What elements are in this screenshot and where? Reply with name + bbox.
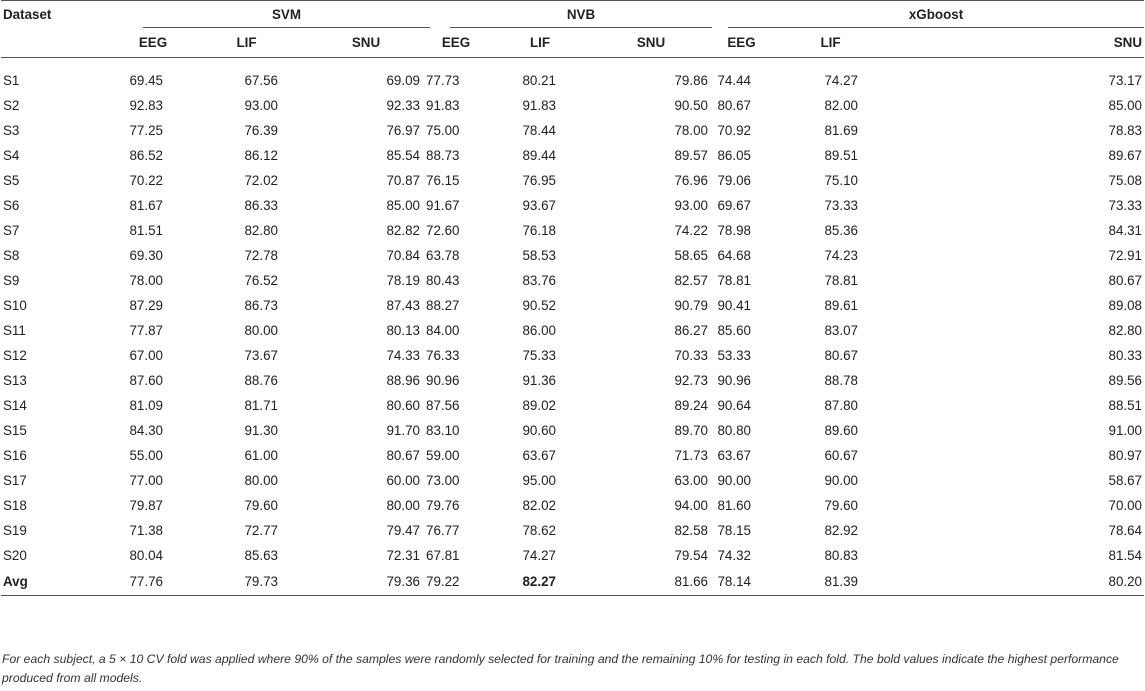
value-cell: 78.81: [824, 273, 858, 288]
table-row: [1, 218, 1144, 243]
value-cell: 69.09: [386, 73, 420, 88]
row-label: S20: [3, 548, 27, 563]
value-cell: 85.00: [386, 198, 420, 213]
value-cell: 78.83: [1108, 123, 1143, 138]
table-row: [1, 443, 1144, 468]
value-cell: 88.78: [824, 373, 858, 388]
value-cell: 93.00: [244, 98, 278, 113]
value-cell: 91.83: [522, 98, 556, 113]
value-cell: 89.60: [824, 423, 858, 438]
value-cell: 76.52: [244, 273, 278, 288]
value-cell: 70.84: [386, 248, 420, 263]
value-cell: 90.00: [717, 473, 751, 488]
table-row: [1, 143, 1144, 168]
value-cell: 74.32: [717, 548, 751, 563]
svm-eeg-header: EEG: [119, 31, 187, 58]
value-cell: 78.62: [522, 523, 556, 538]
row-label: S7: [3, 223, 20, 238]
value-cell: 81.51: [129, 223, 163, 238]
row-label: S4: [3, 148, 20, 163]
value-cell: 76.95: [522, 173, 556, 188]
value-cell: 79.76: [426, 498, 460, 513]
value-cell: 77.00: [129, 473, 163, 488]
value-cell: 87.29: [129, 298, 163, 313]
value-cell: 91.83: [426, 98, 460, 113]
value-cell: 80.43: [426, 273, 460, 288]
value-cell: 78.81: [717, 273, 751, 288]
row-label: S14: [3, 398, 27, 413]
table-footnote: For each subject, a 5 × 10 CV fold was applied where 90% of the samples were randomly selected for training and the remaining 10% for testing in each fold. The bold values indicate the highest performance produced from all models.: [2, 652, 1119, 685]
value-cell: 73.67: [244, 348, 278, 363]
value-cell: 93.00: [674, 198, 708, 213]
group-header-xgboost: xGboost: [708, 1, 1144, 32]
value-cell: 89.56: [1108, 373, 1143, 388]
value-cell: 80.67: [1108, 273, 1143, 288]
value-cell: 86.00: [522, 323, 556, 338]
value-cell: 73.17: [1108, 73, 1143, 88]
value-cell: 90.41: [717, 298, 751, 313]
value-cell: 74.33: [386, 348, 420, 363]
value-cell: 89.67: [1108, 148, 1143, 163]
value-cell: 78.15: [717, 523, 751, 538]
value-cell: 85.63: [244, 548, 278, 563]
table-row: [1, 118, 1144, 143]
value-cell: 91.36: [522, 373, 556, 388]
value-cell: 79.47: [386, 523, 420, 538]
nvb-eeg-header: EEG: [426, 31, 486, 58]
row-label: S1: [3, 73, 20, 88]
value-cell: 63.67: [522, 448, 556, 463]
value-cell: 72.02: [244, 173, 278, 188]
value-cell: 85.60: [717, 323, 751, 338]
value-cell: 74.23: [824, 248, 858, 263]
value-cell: 81.60: [717, 498, 751, 513]
value-cell: 75.10: [824, 173, 858, 188]
value-cell: 89.02: [522, 398, 556, 413]
value-cell: 93.67: [522, 198, 556, 213]
value-cell: 58.65: [674, 248, 708, 263]
value-cell: 76.97: [386, 123, 420, 138]
value-cell: 82.27: [486, 568, 594, 596]
group-header-row: [1, 1, 1144, 32]
value-cell: 92.33: [386, 98, 420, 113]
value-cell: 72.91: [1108, 248, 1143, 263]
value-cell: 74.44: [717, 73, 751, 88]
value-cell: 88.96: [386, 373, 420, 388]
value-cell: 79.06: [717, 173, 751, 188]
value-cell: 89.61: [824, 298, 858, 313]
value-cell: 78.00: [674, 123, 708, 138]
value-cell: 83.10: [426, 423, 460, 438]
value-cell: 90.60: [522, 423, 556, 438]
xgboost-eeg-header: EEG: [708, 31, 775, 58]
value-cell: 80.80: [717, 423, 751, 438]
xgboost-snu-header: SNU: [886, 31, 1144, 58]
value-cell: 85.00: [1108, 98, 1143, 113]
value-cell: 79.86: [674, 73, 708, 88]
value-cell: 80.00: [244, 323, 278, 338]
sub-header-row: [1, 31, 1144, 58]
nvb-snu-header: SNU: [594, 31, 708, 58]
average-row: [1, 568, 1144, 596]
value-cell: 60.00: [386, 473, 420, 488]
value-cell: 81.39: [775, 568, 886, 596]
value-cell: 84.30: [129, 423, 163, 438]
table-row: [1, 343, 1144, 368]
value-cell: 89.57: [674, 148, 708, 163]
value-cell: 77.87: [129, 323, 163, 338]
value-cell: 53.33: [717, 348, 751, 363]
value-cell: 69.30: [129, 248, 163, 263]
table-row: [1, 418, 1144, 443]
value-cell: 79.60: [824, 498, 858, 513]
value-cell: 75.08: [1108, 173, 1143, 188]
svm-snu-header: SNU: [306, 31, 426, 58]
table-row: [1, 368, 1144, 393]
row-label: S15: [3, 423, 27, 438]
value-cell: 61.00: [244, 448, 278, 463]
value-cell: 72.31: [386, 548, 420, 563]
value-cell: 87.60: [129, 373, 163, 388]
table-body: [1, 58, 1144, 596]
value-cell: 82.57: [674, 273, 708, 288]
value-cell: 80.21: [522, 73, 556, 88]
value-cell: 80.20: [886, 568, 1144, 596]
row-label: S3: [3, 123, 20, 138]
value-cell: 88.73: [426, 148, 460, 163]
value-cell: 80.83: [824, 548, 858, 563]
table-row: [1, 168, 1144, 193]
value-cell: 73.33: [1108, 198, 1143, 213]
value-cell: 70.00: [1108, 498, 1143, 513]
value-cell: 72.77: [244, 523, 278, 538]
value-cell: 79.36: [306, 568, 426, 596]
table-row: [1, 293, 1144, 318]
row-label: S10: [3, 298, 27, 313]
dataset-header: Dataset: [3, 7, 52, 22]
value-cell: 91.30: [244, 423, 278, 438]
value-cell: 80.67: [386, 448, 420, 463]
value-cell: 87.80: [824, 398, 858, 413]
value-cell: 78.44: [522, 123, 556, 138]
value-cell: 71.38: [129, 523, 163, 538]
value-cell: 90.79: [674, 298, 708, 313]
value-cell: 90.52: [522, 298, 556, 313]
value-cell: 72.78: [244, 248, 278, 263]
value-cell: 87.43: [386, 298, 420, 313]
value-cell: 90.96: [717, 373, 751, 388]
value-cell: 88.76: [244, 373, 278, 388]
value-cell: 92.73: [674, 373, 708, 388]
value-cell: 81.71: [244, 398, 278, 413]
value-cell: 74.27: [824, 73, 858, 88]
value-cell: 83.76: [522, 273, 556, 288]
svm-lif-header: LIF: [187, 31, 306, 58]
value-cell: 67.56: [244, 73, 278, 88]
value-cell: 76.15: [426, 173, 460, 188]
value-cell: 89.08: [1108, 298, 1143, 313]
value-cell: 59.00: [426, 448, 460, 463]
value-cell: 67.00: [129, 348, 163, 363]
value-cell: 76.33: [426, 348, 460, 363]
value-cell: 63.67: [717, 448, 751, 463]
value-cell: 75.33: [522, 348, 556, 363]
row-label: S8: [3, 248, 20, 263]
value-cell: 58.53: [522, 248, 556, 263]
value-cell: 89.51: [824, 148, 858, 163]
value-cell: 75.00: [426, 123, 460, 138]
value-cell: 82.58: [674, 523, 708, 538]
value-cell: 78.64: [1108, 523, 1143, 538]
value-cell: 74.27: [522, 548, 556, 563]
value-cell: 76.77: [426, 523, 460, 538]
value-cell: 80.60: [386, 398, 420, 413]
value-cell: 79.87: [129, 498, 163, 513]
value-cell: 86.05: [717, 148, 751, 163]
value-cell: 78.19: [386, 273, 420, 288]
value-cell: 81.66: [594, 568, 708, 596]
value-cell: 81.09: [129, 398, 163, 413]
value-cell: 79.22: [426, 568, 486, 596]
value-cell: 83.07: [824, 323, 858, 338]
value-cell: 81.69: [824, 123, 858, 138]
row-label: S9: [3, 273, 20, 288]
value-cell: 79.60: [244, 498, 278, 513]
value-cell: 79.73: [187, 568, 306, 596]
value-cell: 55.00: [129, 448, 163, 463]
value-cell: 69.45: [129, 73, 163, 88]
value-cell: 88.27: [426, 298, 460, 313]
value-cell: 89.44: [522, 148, 556, 163]
value-cell: 60.67: [824, 448, 858, 463]
row-label: S19: [3, 523, 27, 538]
table-row: [1, 518, 1144, 543]
value-cell: 87.56: [426, 398, 460, 413]
value-cell: 77.25: [129, 123, 163, 138]
row-label: S5: [3, 173, 20, 188]
table-row: [1, 268, 1144, 293]
value-cell: 79.54: [674, 548, 708, 563]
value-cell: 70.33: [674, 348, 708, 363]
value-cell: 90.64: [717, 398, 751, 413]
value-cell: 86.33: [244, 198, 278, 213]
value-cell: 92.83: [129, 98, 163, 113]
value-cell: 90.96: [426, 373, 460, 388]
row-label: S12: [3, 348, 27, 363]
xgboost-lif-header: LIF: [775, 31, 886, 58]
value-cell: 77.76: [119, 568, 187, 596]
table-row: [1, 393, 1144, 418]
row-label: S16: [3, 448, 27, 463]
value-cell: 84.00: [426, 323, 460, 338]
value-cell: 90.00: [824, 473, 858, 488]
value-cell: 64.68: [717, 248, 751, 263]
table-row: [1, 243, 1144, 268]
value-cell: 70.22: [129, 173, 163, 188]
value-cell: 91.70: [386, 423, 420, 438]
value-cell: 80.00: [386, 498, 420, 513]
row-label: S6: [3, 198, 20, 213]
value-cell: 95.00: [522, 473, 556, 488]
value-cell: 89.24: [674, 398, 708, 413]
results-table: [1, 0, 1144, 596]
value-cell: 73.00: [426, 473, 460, 488]
value-cell: 76.96: [674, 173, 708, 188]
table-row: [1, 493, 1144, 518]
value-cell: 90.50: [674, 98, 708, 113]
value-cell: 85.36: [824, 223, 858, 238]
row-label: Avg: [1, 568, 119, 596]
value-cell: 82.92: [824, 523, 858, 538]
value-cell: 89.70: [674, 423, 708, 438]
value-cell: 80.13: [386, 323, 420, 338]
value-cell: 85.54: [386, 148, 420, 163]
value-cell: 76.18: [522, 223, 556, 238]
value-cell: 78.14: [708, 568, 775, 596]
value-cell: 94.00: [674, 498, 708, 513]
value-cell: 82.02: [522, 498, 556, 513]
value-cell: 76.39: [244, 123, 278, 138]
value-cell: 63.78: [426, 248, 460, 263]
value-cell: 82.82: [386, 223, 420, 238]
value-cell: 80.04: [129, 548, 163, 563]
value-cell: 70.92: [717, 123, 751, 138]
value-cell: 91.67: [426, 198, 460, 213]
value-cell: 78.00: [129, 273, 163, 288]
value-cell: 70.87: [386, 173, 420, 188]
value-cell: 80.67: [824, 348, 858, 363]
value-cell: 80.67: [717, 98, 751, 113]
value-cell: 80.33: [1108, 348, 1143, 363]
value-cell: 77.73: [426, 73, 460, 88]
value-cell: 74.22: [674, 223, 708, 238]
group-header-svm: SVM: [119, 1, 426, 32]
value-cell: 88.51: [1108, 398, 1143, 413]
row-label: S2: [3, 98, 20, 113]
empty-header-cell: [1, 31, 119, 58]
value-cell: 69.67: [717, 198, 751, 213]
value-cell: 72.60: [426, 223, 460, 238]
table-row: [1, 58, 1144, 94]
value-cell: 67.81: [426, 548, 460, 563]
table-row: [1, 93, 1144, 118]
table-row: [1, 543, 1144, 568]
table-row: [1, 193, 1144, 218]
value-cell: 82.80: [1108, 323, 1143, 338]
row-label: S13: [3, 373, 27, 388]
value-cell: 78.98: [717, 223, 751, 238]
value-cell: 81.54: [1108, 548, 1143, 563]
value-cell: 58.67: [1108, 473, 1143, 488]
value-cell: 86.12: [244, 148, 278, 163]
value-cell: 80.00: [244, 473, 278, 488]
value-cell: 80.97: [1108, 448, 1143, 463]
value-cell: 73.33: [824, 198, 858, 213]
row-label: S18: [3, 498, 27, 513]
value-cell: 86.52: [129, 148, 163, 163]
value-cell: 86.73: [244, 298, 278, 313]
value-cell: 71.73: [674, 448, 708, 463]
value-cell: 63.00: [674, 473, 708, 488]
table-row: [1, 468, 1144, 493]
row-label: S11: [3, 323, 26, 338]
group-header-nvb: NVB: [426, 1, 708, 32]
value-cell: 81.67: [129, 198, 163, 213]
value-cell: 84.31: [1108, 223, 1143, 238]
nvb-lif-header: LIF: [486, 31, 594, 58]
table-row: [1, 318, 1144, 343]
value-cell: 91.00: [1108, 423, 1143, 438]
value-cell: 82.00: [824, 98, 858, 113]
value-cell: 82.80: [244, 223, 278, 238]
row-label: S17: [3, 473, 27, 488]
value-cell: 86.27: [674, 323, 708, 338]
